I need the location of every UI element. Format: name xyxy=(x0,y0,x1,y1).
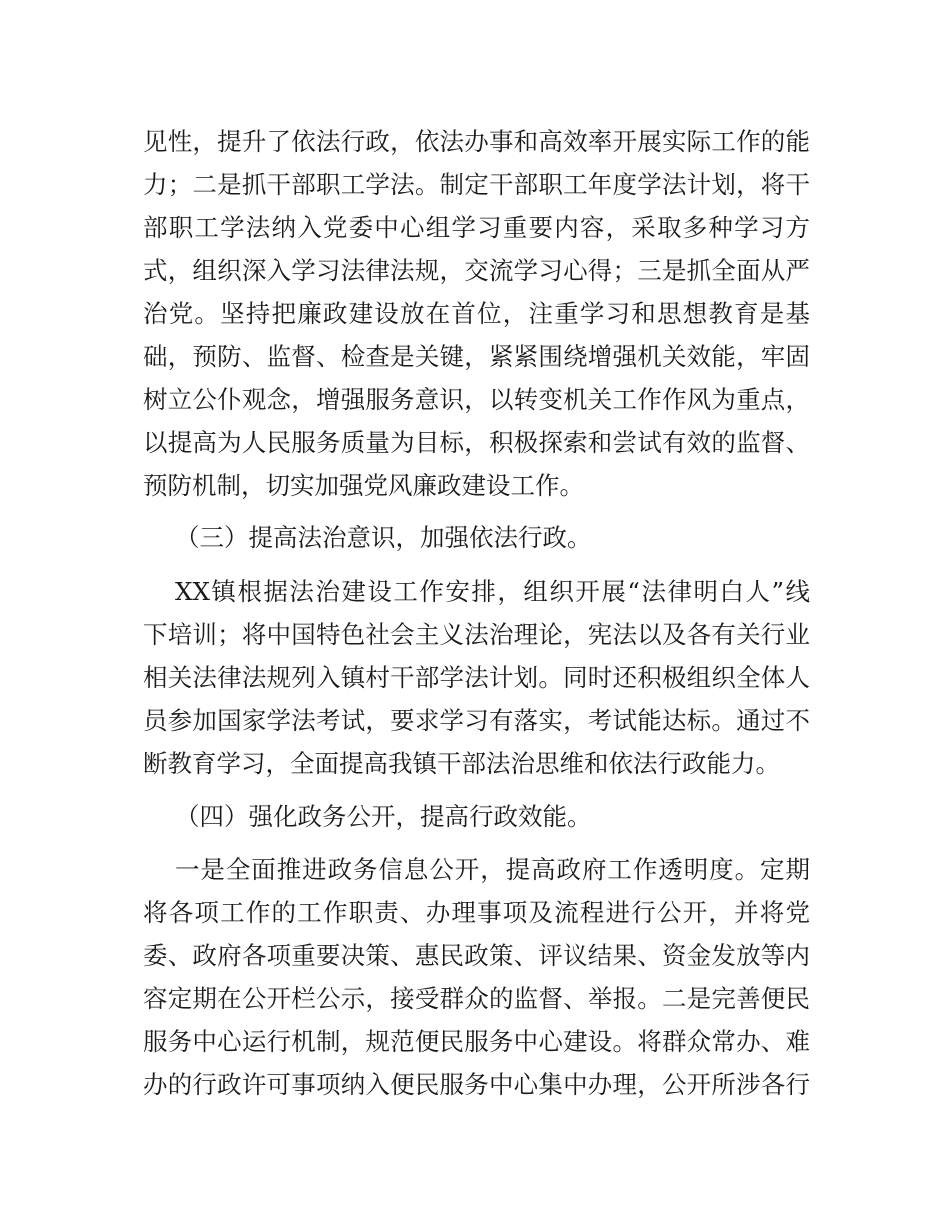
paragraph-line: 式，组织深入学习法律法规，交流学习心得；三是抓全面从严 xyxy=(143,256,810,285)
paragraph-line: 下培训；将中国特色社会主义法治理论，宪法以及各有关行业 xyxy=(143,620,810,649)
paragraph-line: 服务中心运行机制，规范便民服务中心建设。将群众常办、难 xyxy=(143,1027,810,1056)
paragraph-line: 办的行政许可事项纳入便民服务中心集中办理，公开所涉各行 xyxy=(143,1070,810,1099)
paragraph-line: 础，预防、监督、检查是关键，紧紧围绕增强机关效能，牢固 xyxy=(143,342,810,371)
paragraph-line: 断教育学习，全面提高我镇干部法治思维和依法行政能力。 xyxy=(143,749,780,778)
paragraph-line: 预防机制，切实加强党风廉政建设工作。 xyxy=(143,471,584,500)
paragraph-line: 委、政府各项重要决策、惠民政策、评议结果、资金发放等内 xyxy=(143,941,810,970)
paragraph-line: 以提高为人民服务质量为目标，积极探索和尝试有效的监督、 xyxy=(143,428,810,457)
paragraph-line: 见性，提升了依法行政，依法办事和高效率开展实际工作的能 xyxy=(143,127,810,156)
paragraph-line: 员参加国家学法考试，要求学习有落实，考试能达标。通过不 xyxy=(143,706,810,735)
section-heading-4: （四）强化政务公开，提高行政效能。 xyxy=(175,802,592,831)
paragraph-line: 一是全面推进政务信息公开，提高政府工作透明度。定期 xyxy=(175,855,810,884)
paragraph-line: 力；二是抓干部职工学法。制定干部职工年度学法计划，将干 xyxy=(143,170,810,199)
paragraph-line: XX镇根据法治建设工作安排，组织开展“法律明白人”线 xyxy=(175,577,810,606)
paragraph-line: 相关法律法规列入镇村干部学法计划。同时还积极组织全体人 xyxy=(143,663,810,692)
section-heading-3: （三）提高法治意识，加强依法行政。 xyxy=(175,523,592,552)
paragraph-line: 容定期在公开栏公示，接受群众的监督、举报。二是完善便民 xyxy=(143,984,810,1013)
paragraph-line: 树立公仆观念，增强服务意识，以转变机关工作作风为重点， xyxy=(143,385,810,414)
paragraph-line: 将各项工作的工作职责、办理事项及流程进行公开，并将党 xyxy=(143,898,810,927)
paragraph-line: 部职工学法纳入党委中心组学习重要内容，采取多种学习方 xyxy=(143,213,810,242)
paragraph-line: 治党。坚持把廉政建设放在首位，注重学习和思想教育是基 xyxy=(143,299,810,328)
